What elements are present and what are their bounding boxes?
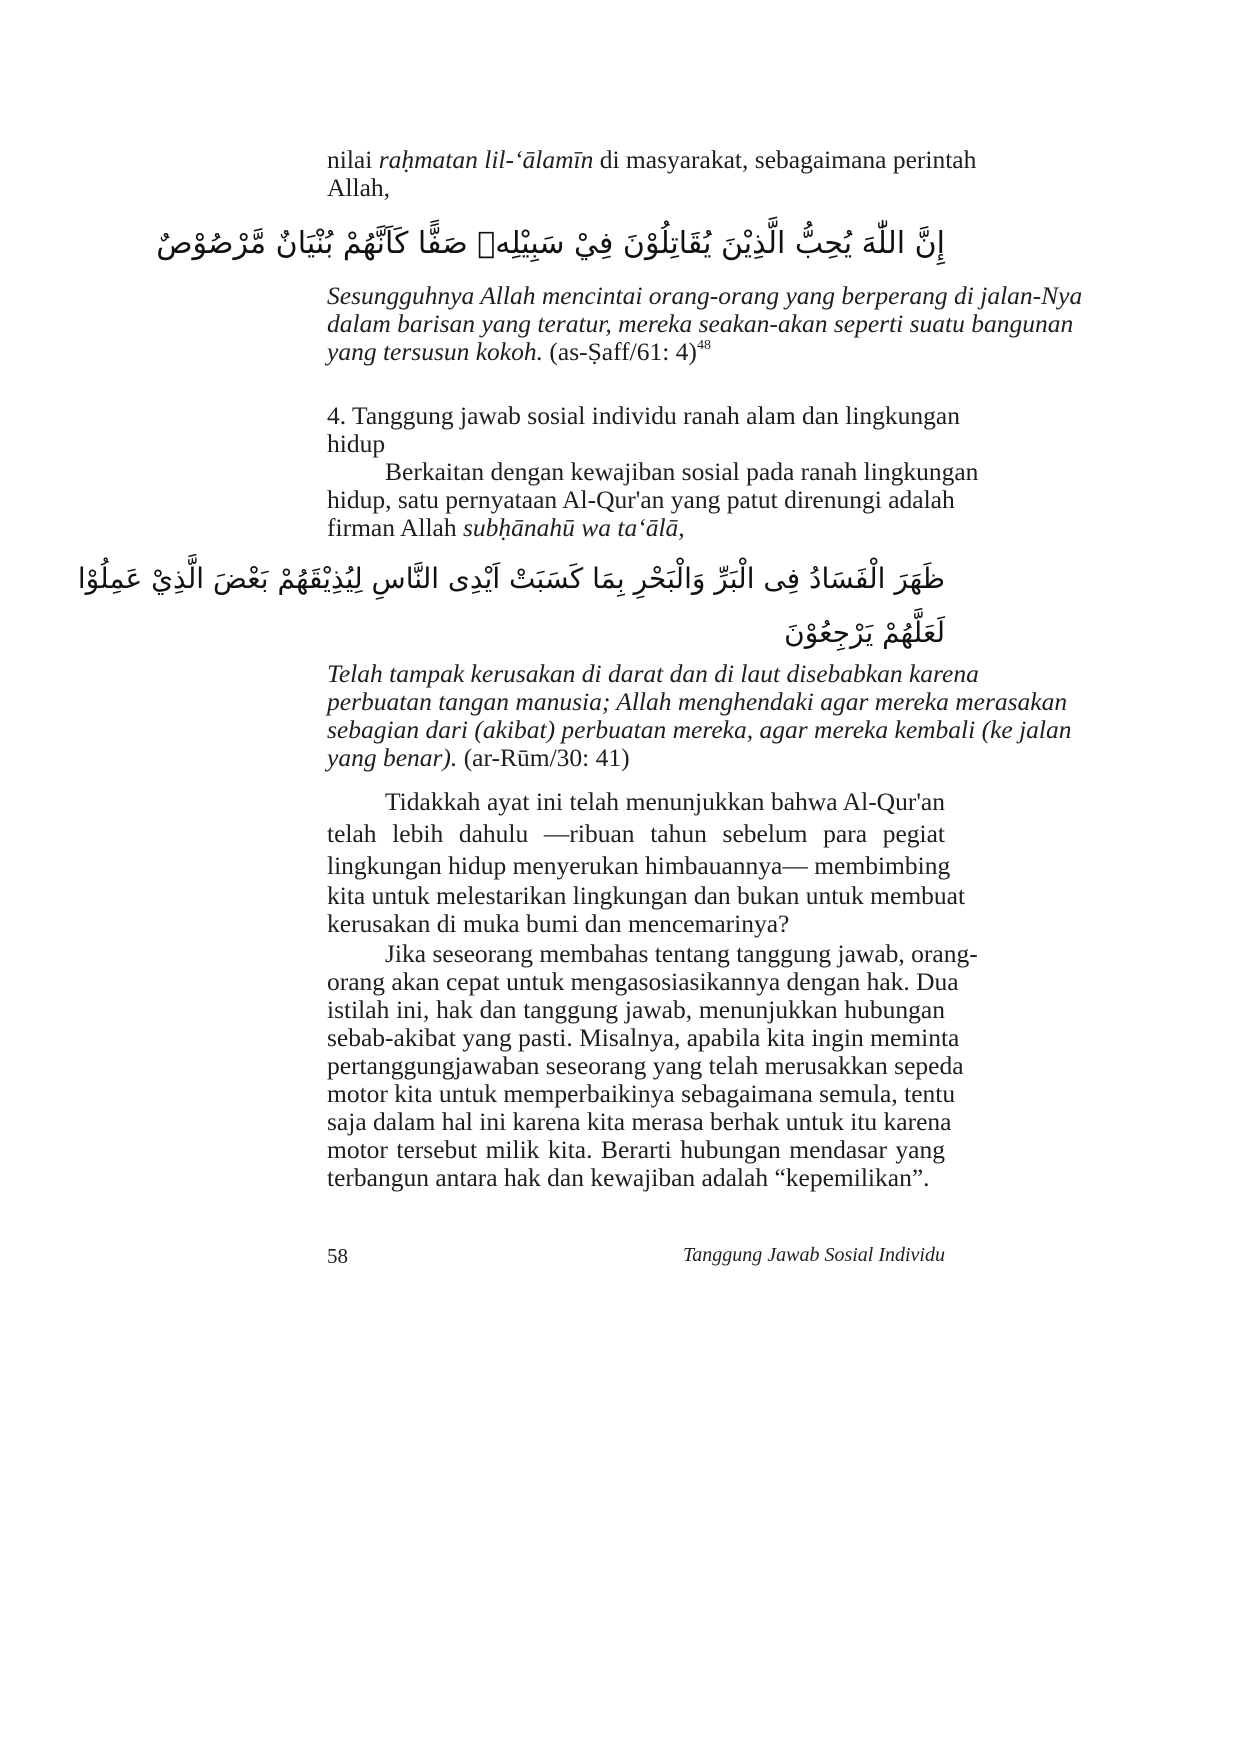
verse-1-reference: (as-Ṣaff/61: 4): [549, 337, 697, 366]
paragraph-2-line: orang akan cepat untuk mengasosiasikannya dengan hak. Dua: [327, 967, 959, 996]
verse-2-trans-line-4: [327, 744, 945, 772]
intro-paragraph: [327, 145, 977, 202]
paragraph-1-line: kerusakan di muka bumi dan mencemarinya?: [327, 909, 790, 938]
paragraph-1-line: telah lebih dahulu —ribuan tahun sebelum para pegiat: [327, 819, 945, 848]
paragraph-2-line: saja dalam hal ini karena kita merasa berhak untuk itu karena: [327, 1107, 952, 1136]
verse-1-trans-line-1: Sesungguhnya Allah mencintai orang-orang yang berperang di jalan-Nya: [327, 281, 1083, 310]
paragraph-2-line: motor kita untuk memperbaikinya sebagaimana semula, tentu: [327, 1079, 956, 1108]
paragraph-2-line: sebab-akibat yang pasti. Misalnya, apabila kita ingin meminta: [327, 1023, 960, 1052]
intro-line-1: [327, 145, 977, 174]
section-4-line-1: Berkaitan dengan kewajiban sosial pada ranah lingkungan: [385, 457, 979, 486]
page-number: 58: [327, 1244, 348, 1268]
intro-term-italic: raḥmatan lil-‘ālamīn: [378, 145, 594, 174]
paragraph-2-line: istilah ini, hak dan tanggung jawab, menunjukkan hubungan: [327, 995, 945, 1024]
intro-text-c: di masyarakat, sebagaimana perintah: [599, 145, 977, 174]
section-4-term-italic: subḥānahū wa ta‘ālā,: [462, 513, 685, 542]
section-4-heading-line-2: hidup: [327, 429, 386, 458]
running-head: Tanggung Jawab Sosial Individu: [682, 1244, 945, 1266]
footnote-marker: 48: [696, 338, 711, 353]
intro-text-a: nilai: [327, 145, 373, 174]
section-4-heading: [327, 401, 960, 458]
verse-2-trans-line-1: Telah tampak kerusakan di darat dan di laut disebabkan karena: [327, 659, 979, 688]
section-4-line-2: hidup, satu pernyataan Al-Qur'an yang patut direnungi adalah: [327, 485, 955, 514]
verse-2-trans-line-3: sebagian dari (akibat) perbuatan mereka, agar mereka kembali (ke jalan: [327, 715, 1072, 744]
intro-line-2: Allah,: [327, 173, 391, 202]
paragraph-2-line: motor tersebut milik kita. Berarti hubungan mendasar yang: [327, 1135, 945, 1164]
paragraph-2-line: terbangun antara hak dan kewajiban adalah “kepemilikan”.: [327, 1163, 930, 1192]
verse-2-trans-line-2: perbuatan tangan manusia; Allah menghendaki agar mereka merasakan: [327, 687, 1068, 716]
verse-1-arabic: إِنَّ اللّٰهَ يُحِبُّ الَّذِيْنَ يُقَاتِلُوْنَ فِيْ سَبِيْلِهٖ صَفًّا كَاَنَّهُمْ بُنْيَانٌ مَّرْصُوْصٌ: [156, 226, 945, 261]
section-4-text-a: firman Allah: [327, 513, 457, 542]
verse-2-trans-text: yang benar).: [327, 743, 458, 772]
paragraph-1-line: kita untuk melestarikan lingkungan dan bukan untuk membuat: [327, 881, 966, 910]
paragraph-2-line: pertanggungjawaban seseorang yang telah merusakkan sepeda: [327, 1051, 964, 1080]
verse-1-trans-text: yang tersusun kokoh.: [327, 337, 544, 366]
verse-1-trans-line-3: [327, 338, 945, 366]
verse-2-reference: (ar-Rūm/30: 41): [463, 743, 630, 772]
verse-2-translation: [327, 659, 1072, 772]
verse-1-trans-line-2: dalam barisan yang teratur, mereka seakan-akan seperti suatu bangunan: [327, 309, 1074, 338]
section-4-heading-line-1: 4. Tanggung jawab sosial individu ranah alam dan lingkungan: [327, 401, 960, 430]
verse-1-translation: [327, 281, 1083, 366]
paragraph-1-line: Tidakkah ayat ini telah menunjukkan bahwa Al-Qur'an: [385, 787, 945, 816]
verse-2-arabic-line-2: لَعَلَّهُمْ يَرْجِعُوْنَ: [784, 616, 945, 649]
paragraph-2-line: Jika seseorang membahas tentang tanggung jawab, orang-: [385, 939, 978, 968]
section-4-paragraph: [327, 457, 979, 542]
paragraph-1-line: lingkungan hidup menyerukan himbauannya— membimbing: [327, 851, 951, 880]
section-4-line-3: [327, 514, 945, 542]
page-footer: [327, 1244, 945, 1272]
paragraph-2: [327, 939, 978, 1192]
verse-2-arabic-line-1: ظَهَرَ الْفَسَادُ فِى الْبَرِّ وَالْبَحْرِ بِمَا كَسَبَتْ اَيْدِى النَّاسِ لِيُذِيْقَهُمْ بَعْضَ الَّذِيْ عَمِلُوْا: [77, 562, 945, 595]
paragraph-1: [327, 786, 966, 938]
